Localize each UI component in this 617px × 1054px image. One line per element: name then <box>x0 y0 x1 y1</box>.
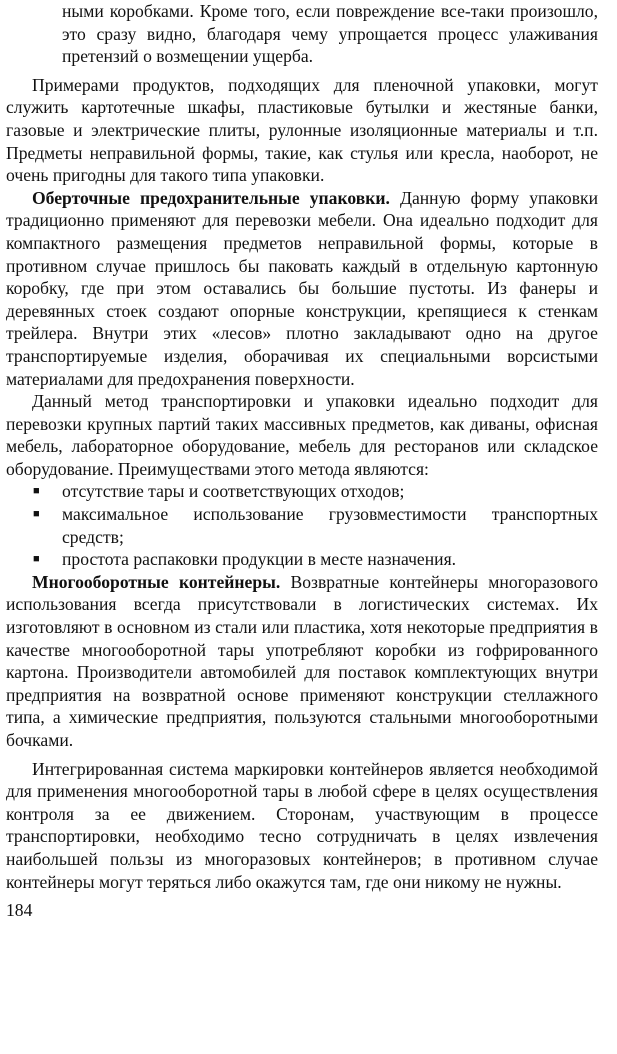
list-item-text: максимальное использование грузовместимости транспортных средств; <box>62 504 598 547</box>
paragraph-reusable-containers-body: Возвратные контейнеры многоразового использования всегда присутствовали в логистических системах. Их изготовляют в основном из стали или пластика, хотя некоторые предприятия в качестве многооборотной тары употребляют коробки из гофрированного картона. Производители автомобилей для поставок комплектующих внутри предприятия на возвратной основе применяют конструкции стеллажного типа, а химические предприятия, пользуются стальными многооборотными бочками. <box>6 571 599 750</box>
list-item <box>6 503 598 548</box>
section-heading-reusable-containers: Многооборотные контейнеры. <box>32 571 281 592</box>
paragraph-container-marking: Интегрированная система маркировки контейнеров является необходимой для применения многооборотной тары в любой сфере в целях осуществления контроля за ее движением. Сторонам, участвующим в процессе транспортировки, необходимо тесно сотрудничать в целях извлечения наибольшей пользы из многоразовых контейнеров; в противном случае контейнеры могут теряться либо окажутся там, где они никому не нужны. <box>6 758 598 892</box>
section-heading-wrap-packaging: Оберточные предохранительные упаковки. <box>32 187 390 208</box>
page-number: 184 <box>6 900 33 921</box>
paragraph-wrap-packaging <box>6 187 598 390</box>
advantages-list <box>6 480 598 570</box>
list-item-text: простота распаковки продукции в месте назначения. <box>62 549 457 570</box>
list-item <box>6 480 598 503</box>
bullet-square-icon: ■ <box>33 553 40 566</box>
paragraph-wrap-packaging-body: Данную форму упаковки традиционно применяют для перевозки мебели. Она идеально подходит для компактного размещения предметов неправильной формы, которые в противном случае пришлось бы паковать каждый в отдельную картонную коробку, где при этом оставались бы большие пустоты. Из фанеры и деревянных стоек создают опорные конструкции, крепящиеся к стенкам трейлера. Внутри этих «лесов» плотно закладывают одно на другое транспортируемые изделия, оборачивая их специальными ворсистыми материалами для предохранения поверхности. <box>6 187 598 389</box>
paragraph-film-packaging-examples: Примерами продуктов, подходящих для пленочной упаковки, могут служить картотечные шкафы, пластиковые бутылки и жестяные банки, газовые и электрические плиты, рулонные изоляционные материалы и т.п. Предметы неправильной формы, такие, как стулья или кресла, наоборот, не очень пригодны для такого типа упаковки. <box>6 74 598 186</box>
list-item <box>6 548 598 571</box>
paragraph-transport-method: Данный метод транспортировки и упаковки идеально подходит для перевозки крупных партий таких массивных предметов, как диваны, офисная мебель, лабораторное оборудование, мебель для ресторанов или складское оборудование. Преимуществами этого метода являются: <box>6 391 598 479</box>
bullet-square-icon: ■ <box>33 508 40 521</box>
list-item-text: отсутствие тары и соответствующих отходов; <box>62 481 405 502</box>
paragraph-reusable-containers <box>6 571 598 752</box>
bullet-square-icon: ■ <box>33 485 40 498</box>
document-page <box>6 0 598 922</box>
continuation-paragraph: ными коробками. Кроме того, если повреждение все-таки произошло, это сразу видно, благодаря чему упрощается процесс улаживания претензий о возмещении ущерба. <box>62 1 598 67</box>
